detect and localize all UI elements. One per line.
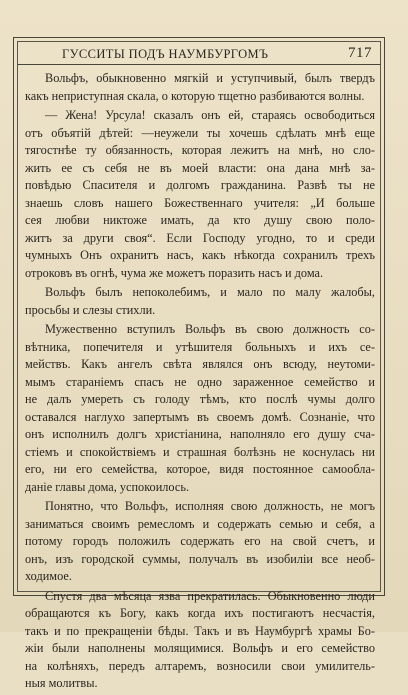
header-divider	[17, 64, 381, 65]
text-line: Вольфъ, обыкновенно мягкій и уступчивый, былъ твердъ	[45, 71, 375, 85]
text-line: вѣтника, попечителя и утѣшителя больныхъ и ихъ се-	[25, 339, 375, 354]
text-line: заниматься своимъ ремесломъ и содержать семью и себя, а	[25, 516, 375, 531]
text-line: Спустя два мѣсяца язва прекратилась. Обыкновенно люди	[45, 588, 375, 603]
text-line: не далъ умереть съ голоду тѣмъ, кто послѣ чумы долго	[25, 392, 375, 406]
text-line: Понятно, что Вольфъ, исполняя свою должность, не могъ	[45, 499, 375, 513]
text-line: знаешь словъ нашего Божественнаго учителя: „И больше	[25, 195, 375, 210]
text-line: просьбы и слезы стихли.	[25, 302, 156, 317]
text-line: сея любви никтоже имать, да кто душу свою поло-	[25, 213, 375, 227]
text-line: ныя молитвы.	[25, 676, 98, 690]
running-title: ГУССИТЫ ПОДЪ НАУМБУРГОМЪ	[62, 47, 269, 61]
text-line: какъ неприступная скала, о которую тщетно разбиваются волны.	[25, 88, 365, 103]
text-line: стіемъ и спокойствіемъ и страшная болѣзнь не коснулась ни	[25, 444, 375, 459]
text-line: чумныхъ Онъ охранитъ насъ, какъ нѣкогда сохранилъ трехъ	[25, 248, 375, 262]
body-text	[25, 70, 375, 695]
text-line: Вольфъ былъ непоколебимъ, и мало по малу жалобы,	[45, 285, 375, 299]
text-line: онъ исполнилъ долгъ христіанина, наполняло его душу сча-	[25, 427, 375, 441]
paragraph	[25, 284, 375, 319]
text-line: отъ объятій дѣтей: —неужели ты хочешь сдѣлать мнѣ еще	[25, 125, 375, 140]
text-line: на колѣняхъ, передъ алтаремъ, возносили свои умилитель-	[25, 658, 375, 673]
paragraph	[25, 498, 375, 586]
text-line: ходимое.	[25, 569, 72, 583]
text-line: потому городъ положилъ содержать его на свой счетъ, и	[25, 534, 375, 548]
page-number: 717	[348, 45, 372, 61]
text-line: жить ее съ себя не въ моей власти: она дана мнѣ за-	[25, 160, 375, 175]
paragraph	[25, 321, 375, 496]
text-line: — Жена! Урсула! сказалъ онъ ей, стараясь освободиться	[45, 108, 375, 122]
text-line: такъ и по прекращеніи бѣды. Такъ и въ Наумбургѣ храмы Бо-	[25, 623, 375, 638]
paragraph	[25, 588, 375, 693]
text-line: мействъ. Какъ ангелъ свѣта являлся онъ всюду, неутоми-	[25, 357, 375, 371]
text-line: его, ни его семейства, которое, видя постоянное самообла-	[25, 462, 375, 476]
text-line: онъ, изъ городской суммы, получалъ въ изобиліи все необ-	[25, 551, 375, 566]
text-line: обращаются къ Богу, какъ когда ихъ постигаютъ несчастія,	[25, 606, 375, 620]
text-line: повѣдью Спасителя и долгомъ гражданина. Развѣ ты не	[25, 178, 375, 192]
text-line: жіи были наполнены молящимися. Вольфъ и его семейство	[25, 641, 375, 655]
text-line: отроковъ въ огнѣ, чума же можетъ поразить насъ и дома.	[25, 265, 324, 280]
text-line: даніе главы дома, успокоилось.	[25, 479, 190, 494]
text-line: мымъ стараніемъ спасъ не одно зараженное семейство и	[25, 374, 375, 389]
text-line: оставался наглухо запертымъ въ своемъ домѣ. Сознаніе, что	[25, 409, 375, 424]
text-line: житъ за други своя“. Если Господу угодно, то и среди	[25, 230, 375, 245]
page-header	[22, 43, 376, 65]
paragraph	[25, 70, 375, 105]
text-line: Мужественно вступилъ Вольфъ въ свою должность со-	[45, 322, 375, 336]
paragraph	[25, 107, 375, 282]
text-line: тягостнѣе ту обязанность, которая лежитъ на мнѣ, но сло-	[25, 143, 375, 157]
